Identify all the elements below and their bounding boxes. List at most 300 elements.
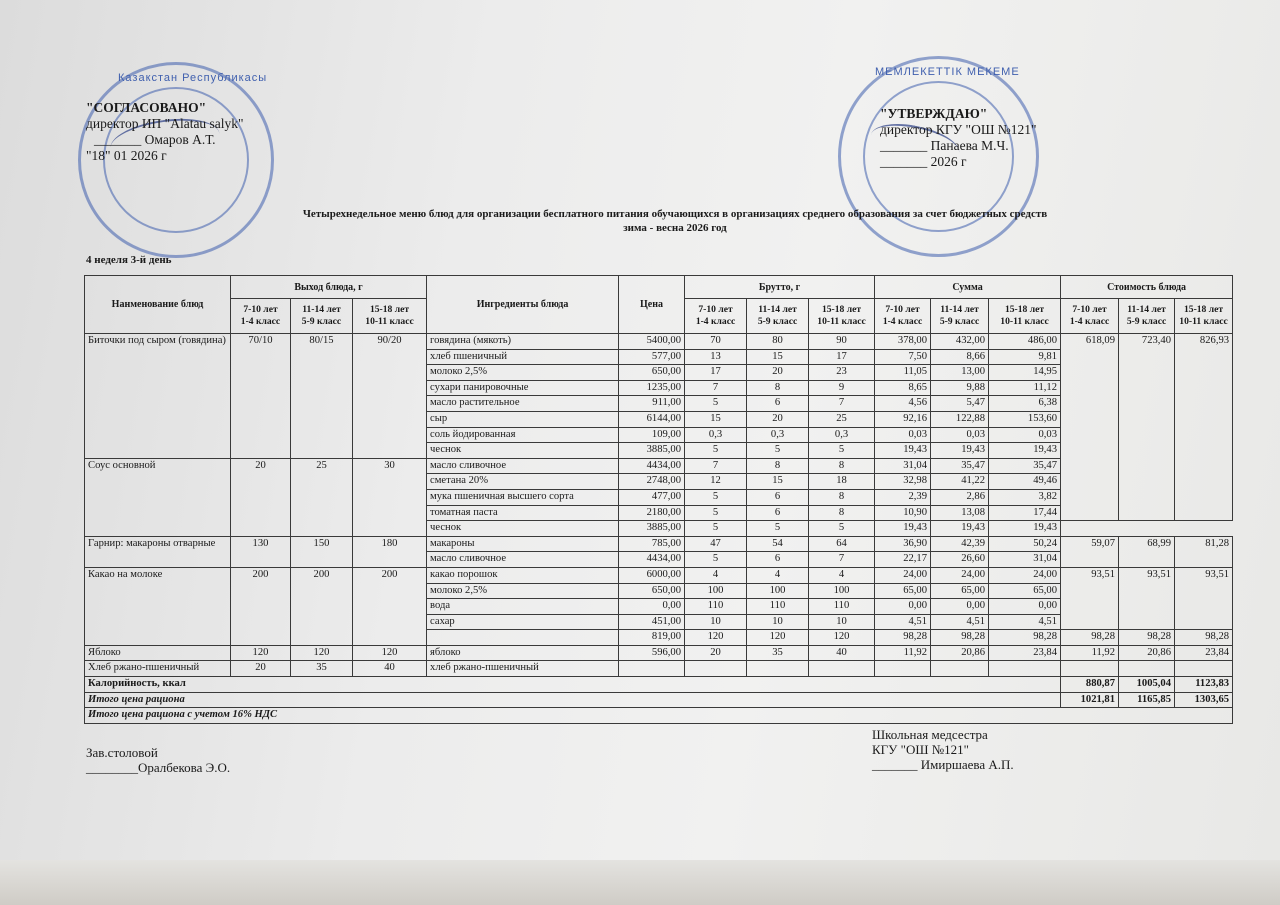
dish-cost: 20,86 xyxy=(1119,645,1175,661)
brutto-value: 54 xyxy=(747,536,809,552)
sum-value: 24,00 xyxy=(875,567,931,583)
brutto-value: 15 xyxy=(747,349,809,365)
grade-label: 10-11 класс xyxy=(1000,316,1049,327)
sum-value: 2,39 xyxy=(875,489,931,505)
dish-output: 80/15 xyxy=(291,334,353,459)
brutto-value: 6 xyxy=(747,489,809,505)
brutto-value: 35 xyxy=(747,645,809,661)
week-day-label: 4 неделя 3-й день xyxy=(86,254,172,266)
dish-cost: 93,51 xyxy=(1175,567,1233,629)
brutto-value: 7 xyxy=(809,552,875,568)
brutto-value: 5 xyxy=(685,489,747,505)
table-row xyxy=(85,567,1233,583)
age-label: 11-14 лет xyxy=(1127,304,1166,315)
brutto-value: 8 xyxy=(747,380,809,396)
brutto-value: 7 xyxy=(809,396,875,412)
sum-value: 9,88 xyxy=(931,380,989,396)
age-label: 11-14 лет xyxy=(940,304,979,315)
sum-value: 2,86 xyxy=(931,489,989,505)
brutto-value: 120 xyxy=(747,630,809,646)
dish-output: 40 xyxy=(353,661,427,677)
table-row xyxy=(85,536,1233,552)
sum-value: 98,28 xyxy=(875,630,931,646)
nurse-name: _______ Имиршаева А.П. xyxy=(872,757,1014,772)
approval-approved-block xyxy=(880,106,1036,170)
total-row-value: 1303,65 xyxy=(1175,692,1233,708)
ingredient-price: 6000,00 xyxy=(619,567,685,583)
approved-heading: "УТВЕРЖДАЮ" xyxy=(880,106,988,121)
dish-output: 120 xyxy=(231,645,291,661)
sum-value: 31,04 xyxy=(989,552,1061,568)
brutto-value: 15 xyxy=(747,474,809,490)
header-ingredients: Ингредиенты блюда xyxy=(427,276,619,334)
ingredient-name: говядина (мякоть) xyxy=(427,334,619,350)
sum-value: 6,38 xyxy=(989,396,1061,412)
approved-name: _______ Панаева М.Ч. xyxy=(880,138,1009,153)
grade-label: 1-4 класс xyxy=(240,316,281,327)
sum-value: 19,43 xyxy=(931,521,989,537)
ingredient-name: мука пшеничная высшего сорта xyxy=(427,489,619,505)
ingredient-price xyxy=(619,661,685,677)
brutto-value: 100 xyxy=(685,583,747,599)
ingredient-price: 2748,00 xyxy=(619,474,685,490)
brutto-value: 47 xyxy=(685,536,747,552)
dish-name: Биточки под сыром (говядина) xyxy=(85,334,231,459)
brutto-value: 100 xyxy=(809,583,875,599)
ingredient-name: макароны xyxy=(427,536,619,552)
brutto-value xyxy=(685,661,747,677)
ingredient-price: 6144,00 xyxy=(619,411,685,427)
brutto-value: 5 xyxy=(809,521,875,537)
brutto-value: 10 xyxy=(685,614,747,630)
dish-output: 30 xyxy=(353,458,427,536)
menu-body xyxy=(85,334,1233,724)
sum-value: 7,50 xyxy=(875,349,931,365)
brutto-value: 0,3 xyxy=(809,427,875,443)
sum-value: 11,12 xyxy=(989,380,1061,396)
brutto-value: 5 xyxy=(747,521,809,537)
table-row xyxy=(85,458,1233,474)
calories-row xyxy=(85,677,1233,693)
sum-value: 49,46 xyxy=(989,474,1061,490)
vat-row-label: Итого цена рациона с учетом 16% НДС xyxy=(85,708,1233,724)
sum-value: 11,92 xyxy=(875,645,931,661)
brutto-value: 4 xyxy=(809,567,875,583)
ingredient-name: томатная паста xyxy=(427,505,619,521)
agreed-position: директор ИП "Alatau salyk" xyxy=(86,116,244,131)
sum-value: 19,43 xyxy=(875,443,931,459)
sum-value: 0,03 xyxy=(875,427,931,443)
age-label: 7-10 лет xyxy=(1072,304,1107,315)
dish-cost: 826,93 xyxy=(1175,334,1233,521)
brutto-value: 6 xyxy=(747,505,809,521)
ingredient-price: 4434,00 xyxy=(619,552,685,568)
header-sum: Сумма xyxy=(875,276,1061,299)
brutto-value xyxy=(747,661,809,677)
ingredient-price: 650,00 xyxy=(619,583,685,599)
dish-cost: 723,40 xyxy=(1119,334,1175,521)
ingredient-price: 911,00 xyxy=(619,396,685,412)
brutto-value: 80 xyxy=(747,334,809,350)
header-price: Цена xyxy=(619,276,685,334)
ingredient-price: 650,00 xyxy=(619,365,685,381)
sum-value: 19,43 xyxy=(989,443,1061,459)
sum-value xyxy=(989,661,1061,677)
header-output-age-0 xyxy=(231,299,291,334)
ingredient-name: чеснок xyxy=(427,443,619,459)
age-label: 15-18 лет xyxy=(369,304,410,315)
sum-value: 31,04 xyxy=(875,458,931,474)
age-label: 15-18 лет xyxy=(821,304,862,315)
header-cost: Стоимость блюда xyxy=(1061,276,1233,299)
brutto-value: 5 xyxy=(685,505,747,521)
ingredient-name: масло сливочное xyxy=(427,552,619,568)
sum-value: 13,08 xyxy=(931,505,989,521)
footer-canteen xyxy=(86,745,230,775)
ingredient-name: вода xyxy=(427,599,619,615)
ingredient-name: сухари панировочные xyxy=(427,380,619,396)
dish-output: 180 xyxy=(353,536,427,567)
header-brutto-age-0 xyxy=(685,299,747,334)
approval-agreed-block xyxy=(86,100,244,164)
age-label: 7-10 лет xyxy=(885,304,920,315)
brutto-value: 5 xyxy=(685,521,747,537)
dish-cost: 11,92 xyxy=(1061,645,1119,661)
brutto-value: 110 xyxy=(809,599,875,615)
total-row xyxy=(85,692,1233,708)
sum-value: 13,00 xyxy=(931,365,989,381)
dish-cost: 93,51 xyxy=(1119,567,1175,629)
ingredient-price: 109,00 xyxy=(619,427,685,443)
sum-value: 0,00 xyxy=(931,599,989,615)
canteen-head-title: Зав.столовой xyxy=(86,745,158,760)
grade-label: 5-9 класс xyxy=(757,316,798,327)
ingredient-name: какао порошок xyxy=(427,567,619,583)
footer-nurse xyxy=(872,727,1014,772)
brutto-value: 17 xyxy=(809,349,875,365)
grade-label: 1-4 класс xyxy=(1069,316,1110,327)
sum-value: 4,51 xyxy=(875,614,931,630)
ingredient-price: 477,00 xyxy=(619,489,685,505)
dish-cost: 68,99 xyxy=(1119,536,1175,567)
vat-row xyxy=(85,708,1233,724)
sum-value: 19,43 xyxy=(989,521,1061,537)
document-title xyxy=(200,207,1150,235)
sum-value: 14,95 xyxy=(989,365,1061,381)
ingredient-price: 2180,00 xyxy=(619,505,685,521)
sum-value: 98,28 xyxy=(989,630,1061,646)
approved-position: директор КГУ "ОШ №121" xyxy=(880,122,1037,137)
sum-value: 42,39 xyxy=(931,536,989,552)
brutto-value: 8 xyxy=(809,505,875,521)
brutto-value: 6 xyxy=(747,552,809,568)
brutto-value: 20 xyxy=(685,645,747,661)
approved-date: _______ 2026 г xyxy=(880,154,967,169)
total-row-value: 1021,81 xyxy=(1061,692,1119,708)
brutto-value xyxy=(809,661,875,677)
title-line-1: Четырехнедельное меню блюд для организации бесплатного питания обучающихся в организациях среднего образования за счет бюджетных средств xyxy=(302,208,1048,220)
sum-value: 35,47 xyxy=(931,458,989,474)
sum-value: 122,88 xyxy=(931,411,989,427)
grade-label: 1-4 класс xyxy=(695,316,736,327)
sum-value: 23,84 xyxy=(989,645,1061,661)
dish-output: 35 xyxy=(291,661,353,677)
sum-value: 35,47 xyxy=(989,458,1061,474)
dish-output: 200 xyxy=(231,567,291,645)
brutto-value: 5 xyxy=(685,443,747,459)
sum-value: 22,17 xyxy=(875,552,931,568)
sum-value xyxy=(875,661,931,677)
dish-output: 90/20 xyxy=(353,334,427,459)
ingredient-price: 4434,00 xyxy=(619,458,685,474)
brutto-value: 120 xyxy=(685,630,747,646)
sum-value: 92,16 xyxy=(875,411,931,427)
sum-value: 20,86 xyxy=(931,645,989,661)
calories-row-value: 1123,83 xyxy=(1175,677,1233,693)
total-row-label: Итого цена рациона xyxy=(85,692,1061,708)
ingredient-name: молоко 2,5% xyxy=(427,583,619,599)
brutto-value: 120 xyxy=(809,630,875,646)
calories-row-label: Калорийность, ккал xyxy=(85,677,1061,693)
header-output-age-1 xyxy=(291,299,353,334)
sum-value: 50,24 xyxy=(989,536,1061,552)
header-brutto-age-2 xyxy=(809,299,875,334)
dish-name: Яблоко xyxy=(85,645,231,661)
sum-value: 486,00 xyxy=(989,334,1061,350)
brutto-value: 110 xyxy=(747,599,809,615)
nurse-title: Школьная медсестра xyxy=(872,727,988,742)
ingredient-name: хлеб пшеничный xyxy=(427,349,619,365)
nurse-school: КГУ "ОШ №121" xyxy=(872,742,969,757)
total-row-value: 1165,85 xyxy=(1119,692,1175,708)
brutto-value: 110 xyxy=(685,599,747,615)
sum-value: 41,22 xyxy=(931,474,989,490)
sum-value: 98,28 xyxy=(931,630,989,646)
dish-cost: 98,28 xyxy=(1119,630,1175,646)
ingredient-price: 5400,00 xyxy=(619,334,685,350)
ingredient-name: масло растительное xyxy=(427,396,619,412)
calories-row-value: 1005,04 xyxy=(1119,677,1175,693)
ingredient-name: сыр xyxy=(427,411,619,427)
grade-label: 5-9 класс xyxy=(301,316,342,327)
sum-value: 0,00 xyxy=(875,599,931,615)
sum-value: 17,44 xyxy=(989,505,1061,521)
brutto-value: 17 xyxy=(685,365,747,381)
ingredient-name: соль йодированная xyxy=(427,427,619,443)
brutto-value: 7 xyxy=(685,380,747,396)
header-output: Выход блюда, г xyxy=(231,276,427,299)
agreed-heading: "СОГЛАСОВАНО" xyxy=(86,100,207,115)
brutto-value: 8 xyxy=(747,458,809,474)
dish-cost: 618,09 xyxy=(1061,334,1119,521)
dish-output: 200 xyxy=(353,567,427,645)
table-row xyxy=(85,645,1233,661)
age-label: 11-14 лет xyxy=(302,304,341,315)
grade-label: 10-11 класс xyxy=(1179,316,1228,327)
dish-output: 20 xyxy=(231,458,291,536)
brutto-value: 5 xyxy=(685,552,747,568)
sum-value: 10,90 xyxy=(875,505,931,521)
sum-value: 4,51 xyxy=(931,614,989,630)
header-brutto: Брутто, г xyxy=(685,276,875,299)
dish-cost: 23,84 xyxy=(1175,645,1233,661)
dish-output: 120 xyxy=(353,645,427,661)
header-sum-age-2 xyxy=(989,299,1061,334)
agreed-date: "18" 01 2026 г xyxy=(86,148,167,163)
grade-label: 10-11 класс xyxy=(365,316,414,327)
brutto-value: 6 xyxy=(747,396,809,412)
ingredient-name: яблоко xyxy=(427,645,619,661)
dish-name: Соус основной xyxy=(85,458,231,536)
table-row xyxy=(85,661,1233,677)
dish-cost: 59,07 xyxy=(1061,536,1119,567)
sum-value: 8,66 xyxy=(931,349,989,365)
dish-output: 25 xyxy=(291,458,353,536)
sum-value: 4,56 xyxy=(875,396,931,412)
calories-row-value: 880,87 xyxy=(1061,677,1119,693)
brutto-value: 0,3 xyxy=(685,427,747,443)
ingredient-price: 0,00 xyxy=(619,599,685,615)
ingredient-name: сметана 20% xyxy=(427,474,619,490)
sum-value: 65,00 xyxy=(989,583,1061,599)
dish-cost: 81,28 xyxy=(1175,536,1233,567)
ingredient-price: 819,00 xyxy=(619,630,685,646)
brutto-value: 10 xyxy=(747,614,809,630)
brutto-value: 25 xyxy=(809,411,875,427)
brutto-value: 40 xyxy=(809,645,875,661)
sum-value: 19,43 xyxy=(931,443,989,459)
ingredient-price: 577,00 xyxy=(619,349,685,365)
dish-output: 150 xyxy=(291,536,353,567)
dish-output: 130 xyxy=(231,536,291,567)
age-label: 15-18 лет xyxy=(1183,304,1224,315)
brutto-value: 7 xyxy=(685,458,747,474)
dish-output: 200 xyxy=(291,567,353,645)
canteen-head-name: ________Оралбекова Э.О. xyxy=(86,760,231,775)
brutto-value: 0,3 xyxy=(747,427,809,443)
header-cost-age-2 xyxy=(1175,299,1233,334)
grade-label: 5-9 класс xyxy=(1126,316,1167,327)
brutto-value: 90 xyxy=(809,334,875,350)
brutto-value: 5 xyxy=(747,443,809,459)
sum-value: 4,51 xyxy=(989,614,1061,630)
ingredient-name: сахар xyxy=(427,614,619,630)
stamp-right-text: МЕМЛЕКЕТТІК МЕКЕМЕ xyxy=(875,66,1020,78)
ingredient-price: 596,00 xyxy=(619,645,685,661)
table-row xyxy=(85,334,1233,350)
sum-value xyxy=(931,661,989,677)
grade-label: 10-11 класс xyxy=(817,316,866,327)
dish-output: 120 xyxy=(291,645,353,661)
brutto-value: 15 xyxy=(685,411,747,427)
sum-value: 36,90 xyxy=(875,536,931,552)
ingredient-price: 3885,00 xyxy=(619,443,685,459)
stamp-left-text: Казакстан Республикасы xyxy=(118,72,268,84)
dish-cost: 93,51 xyxy=(1061,567,1119,629)
sum-value: 5,47 xyxy=(931,396,989,412)
sum-value: 19,43 xyxy=(875,521,931,537)
ingredient-price: 451,00 xyxy=(619,614,685,630)
age-label: 7-10 лет xyxy=(243,304,278,315)
ingredient-name: масло сливочное xyxy=(427,458,619,474)
sum-value: 65,00 xyxy=(931,583,989,599)
sum-value: 65,00 xyxy=(875,583,931,599)
brutto-value: 10 xyxy=(809,614,875,630)
dish-name: Хлеб ржано-пшеничный xyxy=(85,661,231,677)
ingredient-price: 1235,00 xyxy=(619,380,685,396)
brutto-value: 9 xyxy=(809,380,875,396)
sum-value: 3,82 xyxy=(989,489,1061,505)
sum-value: 0,03 xyxy=(931,427,989,443)
dish-cost xyxy=(1119,661,1175,677)
header-cost-age-0 xyxy=(1061,299,1119,334)
header-output-age-2 xyxy=(353,299,427,334)
sum-value: 432,00 xyxy=(931,334,989,350)
brutto-value: 5 xyxy=(809,443,875,459)
sum-value: 0,03 xyxy=(989,427,1061,443)
age-label: 7-10 лет xyxy=(698,304,733,315)
header-cost-age-1 xyxy=(1119,299,1175,334)
dish-cost: 98,28 xyxy=(1175,630,1233,646)
dish-output: 20 xyxy=(231,661,291,677)
brutto-value: 12 xyxy=(685,474,747,490)
header-sum-age-1 xyxy=(931,299,989,334)
sum-value: 9,81 xyxy=(989,349,1061,365)
brutto-value: 23 xyxy=(809,365,875,381)
title-line-2: зима - весна 2026 год xyxy=(623,222,727,234)
ingredient-name: чеснок xyxy=(427,521,619,537)
brutto-value: 13 xyxy=(685,349,747,365)
header-dish-name: Нанменование блюд xyxy=(85,276,231,334)
dish-name: Какао на молоке xyxy=(85,567,231,645)
dish-output: 70/10 xyxy=(231,334,291,459)
brutto-value: 8 xyxy=(809,458,875,474)
age-label: 15-18 лет xyxy=(1004,304,1045,315)
brutto-value: 4 xyxy=(685,567,747,583)
dish-cost xyxy=(1175,661,1233,677)
brutto-value: 20 xyxy=(747,411,809,427)
brutto-value: 100 xyxy=(747,583,809,599)
ingredient-name: хлеб ржано-пшеничный xyxy=(427,661,619,677)
brutto-value: 8 xyxy=(809,489,875,505)
sum-value: 32,98 xyxy=(875,474,931,490)
sum-value: 26,60 xyxy=(931,552,989,568)
ingredient-name: молоко 2,5% xyxy=(427,365,619,381)
sum-value: 153,60 xyxy=(989,411,1061,427)
desk-surface xyxy=(0,860,1280,905)
sum-value: 11,05 xyxy=(875,365,931,381)
brutto-value: 70 xyxy=(685,334,747,350)
header-brutto-age-1 xyxy=(747,299,809,334)
dish-cost xyxy=(1061,661,1119,677)
menu-table xyxy=(84,275,1233,724)
brutto-value: 18 xyxy=(809,474,875,490)
sum-value: 8,65 xyxy=(875,380,931,396)
ingredient-name xyxy=(427,630,619,646)
sum-value: 0,00 xyxy=(989,599,1061,615)
grade-label: 1-4 класс xyxy=(882,316,923,327)
brutto-value: 64 xyxy=(809,536,875,552)
brutto-value: 5 xyxy=(685,396,747,412)
brutto-value: 4 xyxy=(747,567,809,583)
age-label: 11-14 лет xyxy=(758,304,797,315)
agreed-name: _______ Омаров А.Т. xyxy=(94,132,216,147)
sum-value: 24,00 xyxy=(989,567,1061,583)
dish-name: Гарнир: макароны отварные xyxy=(85,536,231,567)
ingredient-price: 785,00 xyxy=(619,536,685,552)
header-sum-age-0 xyxy=(875,299,931,334)
brutto-value: 20 xyxy=(747,365,809,381)
